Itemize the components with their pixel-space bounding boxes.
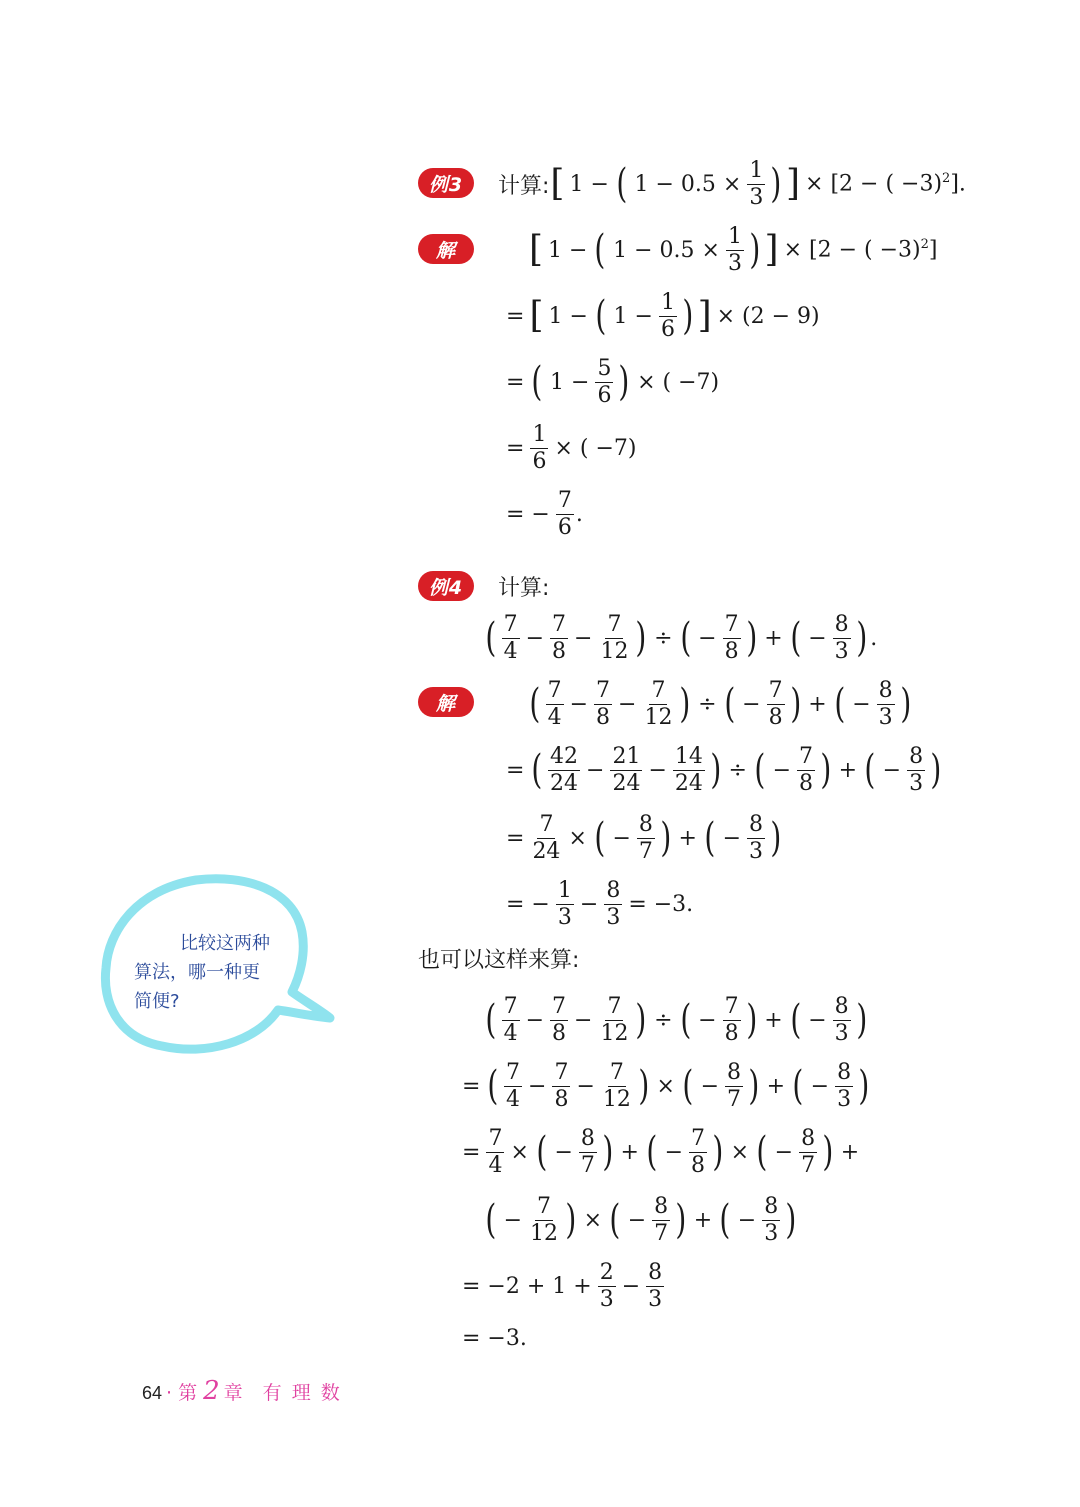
alt-step-1: = ( $\frac{7}{4}$ − $\frac{7}{8}$ − $\frac{7}{12}$ ) × ( − $\frac{8}{7}$ ) + ( − $\frac{8}{3}$ ) xyxy=(462,1059,870,1112)
example-4-problem: ( $\frac{7}{4}$ − $\frac{7}{8}$ − $\frac{7}{12}$ ) ÷ ( − $\frac{7}{8}$ ) + ( − $\frac{8}{3}$ ) . xyxy=(485,611,878,664)
example-4-badge: 例4 xyxy=(418,571,474,601)
bubble-text xyxy=(134,929,294,1016)
solution-3-step-4: = − $\frac{7}{6}$ . xyxy=(506,487,583,540)
chapter-suffix: 章 xyxy=(223,1382,245,1404)
alt-step-5: = −3. xyxy=(462,1325,527,1351)
solution-4-step-3: = − $\frac{1}{3}$ − $\frac{8}{3}$ = −3. xyxy=(506,877,694,930)
chapter-title: 有 理 数 xyxy=(262,1382,342,1404)
alt-method-label: 也可以这样来算: xyxy=(418,947,580,973)
chapter-prefix: 第 xyxy=(178,1382,200,1404)
solution-4-step-0: ( $\frac{7}{4}$ − $\frac{7}{8}$ − $\frac{7}{12}$ ) ÷ ( − $\frac{7}{8}$ ) + ( − $\frac{8}{3}$ ) xyxy=(529,677,911,730)
alt-step-3: ( − $\frac{7}{12}$ ) × ( − $\frac{8}{7}$ ) + ( − $\frac{8}{3}$ ) xyxy=(485,1193,797,1246)
example-4-label: 计算: xyxy=(498,575,550,601)
bubble-line-1: 比较这两种 xyxy=(180,933,270,954)
alt-step-2: = $\frac{7}{4}$ × ( − $\frac{8}{7}$ ) + ( − $\frac{7}{8}$ ) × ( − $\frac{8}{7}$ ) + xyxy=(462,1125,860,1178)
alt-step-4: = −2 + 1 + $\frac{2}{3}$ − $\frac{8}{3}$ xyxy=(462,1259,663,1312)
solution-3-step-2: = ( 1 − $\frac{5}{6}$ ) × ( −7) xyxy=(506,355,720,408)
alt-step-0: ( $\frac{7}{4}$ − $\frac{7}{8}$ − $\frac{7}{12}$ ) ÷ ( − $\frac{7}{8}$ ) + ( − $\frac{8}{3}$ ) xyxy=(485,993,867,1046)
bubble-line-2: 算法，哪一种更 xyxy=(134,962,260,983)
fraction: $\frac{1}{3}$ xyxy=(749,157,764,210)
page-footer xyxy=(142,1376,342,1406)
solution-3-step-0: [ 1 − ( 1 − 0.5 × $\frac{1}{3}$ ) ] × [2 − ( −3)$^2$] xyxy=(529,223,938,276)
solution-4-badge: 解 xyxy=(418,687,474,717)
solution-4-step-1: = ( $\frac{42}{24}$ − $\frac{21}{24}$ − $\frac{14}{24}$ ) ÷ ( − $\frac{7}{8}$ ) + ( − $\frac{8}{3}$ ) xyxy=(506,743,942,796)
example-3-badge: 例3 xyxy=(418,168,474,198)
chapter-number: 2 xyxy=(203,1376,220,1406)
footer-dot: · xyxy=(166,1382,175,1404)
bubble-line-3: 简便? xyxy=(134,991,180,1012)
page-number: 64 xyxy=(142,1383,163,1403)
solution-3-step-3: = $\frac{1}{6}$ × ( −7) xyxy=(506,421,637,474)
solution-3-step-1: = [ 1 − ( 1 − $\frac{1}{6}$ ) ] × (2 − 9) xyxy=(506,289,820,342)
alt-method-label-line xyxy=(418,926,579,990)
example-3-problem: 计算: [ 1 − ( 1 − 0.5 × $\frac{1}{3}$ ) ] × [2 − ( −3)$^2$]. xyxy=(498,157,966,210)
solution-3-badge: 解 xyxy=(418,234,474,264)
solution-4-step-2: = $\frac{7}{24}$ × ( − $\frac{8}{7}$ ) + ( − $\frac{8}{3}$ ) xyxy=(506,811,782,864)
example-3-label: 计算: xyxy=(498,173,550,199)
